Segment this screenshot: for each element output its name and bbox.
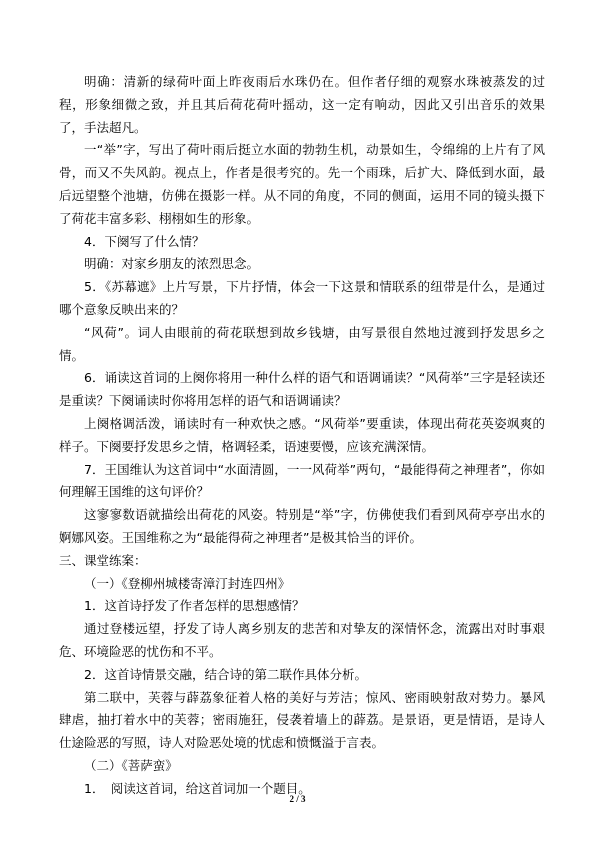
answer: 这寥寥数语就描绘出荷花的风姿。特别是“举”字，仿佛使我们看到风荷亭亭出水的婀娜风姿。王国维称之为“最能得荷之神理者”是极其恰当的评价。 (59, 507, 545, 545)
page-content (59, 71, 545, 801)
answer: “风荷”。词人由眼前的荷花联想到故乡钱塘，由写景很自然地过渡到抒发思乡之情。 (59, 324, 545, 363)
question: 6．诵读这首词的上阕你将用一种什么样的语气和语调诵读？“风荷举”三字是轻读还是重读？下阕诵读时你将用怎样的语气和语调诵读？ (59, 370, 545, 409)
answer: 第二联中，芙蓉与薜荔象征着人格的美好与芳洁；惊风、密雨映射敌对势力。暴风肆虐，抽打着水中的芙蓉；密雨施狂，侵袭着墙上的薜荔。是景语，更是情语，是诗人仕途险恶的写照，诗人对险恶处境的忧虑和愤慨溢于言表。 (59, 689, 545, 751)
page-number: 2 / 3 (289, 794, 306, 804)
question: 7．王国维认为这首词中“水面清圆，一一风荷举”两句，“最能得荷之神理者”，你如何理解王国维的这句评价？ (59, 461, 545, 500)
paragraph: 一“举”字，写出了荷叶雨后挺立水面的勃勃生机，动景如生，令绵绵的上片有了风骨，而又不失风韵。视点上，作者是很考究的。先一个雨珠，后扩大、降低到水面，最后远望整个池塘，仿佛在摄影一样。从不同的角度，不同的侧面，运用不同的镜头摄下了荷花丰富多彩、栩栩如生的形象。 (59, 142, 545, 226)
section-heading: 三、课堂练案： (59, 552, 147, 568)
question: 2．这首诗情景交融，结合诗的第二联作具体分析。 (84, 666, 367, 682)
subsection-heading: （二）《菩萨蛮》 (84, 757, 178, 773)
question: 4．下阕写了什么情？ (84, 233, 205, 249)
question: 1． 阅读这首词，给这首词加一个题目。 (84, 780, 311, 796)
answer: 通过登楼远望，抒发了诗人离乡别友的悲苦和对挚友的深情怀念，流露出对时事艰危、环境险恶的忧伤和不平。 (59, 621, 545, 659)
subsection-heading: （一）《登柳州城楼寄漳汀封连四州》 (84, 575, 291, 591)
paragraph: 明确：清新的绿荷叶面上昨夜雨后水珠仍在。但作者仔细的观察水珠被蒸发的过程，形象细微之致，并且其后荷花荷叶摇动，这一定有响动，因此又引出音乐的效果了，手法超凡。 (59, 74, 545, 135)
question: 5．《苏幕遮》上片写景，下片抒情，体会一下这景和情联系的纽带是什么，是通过哪个意象反映出来的？ (59, 279, 545, 317)
answer: 明确：对家乡朋友的浓烈思念。 (84, 256, 260, 272)
answer: 上阕格调活泼，诵读时有一种欢快之感。“风荷举”要重读，体现出荷花英姿飒爽的样子。下阕要抒发思乡之情，格调轻柔，语速要慢，应该充满深情。 (59, 415, 545, 454)
question: 1．这首诗抒发了作者怎样的思想感情？ (84, 598, 305, 614)
